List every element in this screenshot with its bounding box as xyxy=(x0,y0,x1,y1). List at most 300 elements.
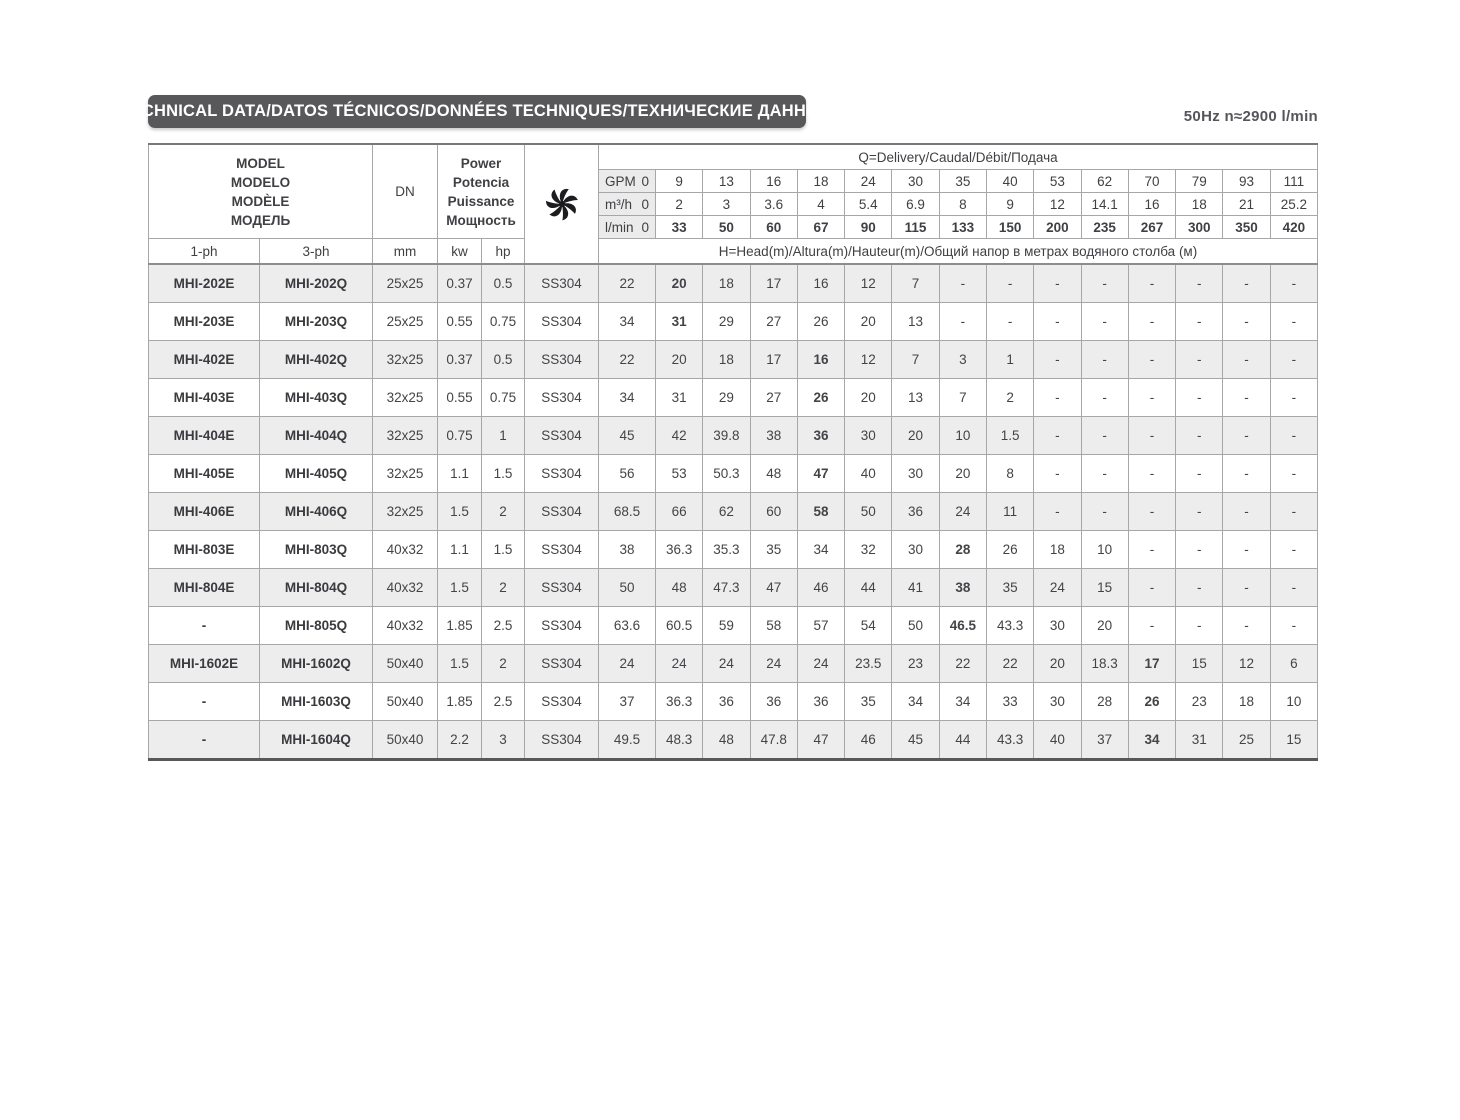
head-value-cell: 20 xyxy=(845,303,892,341)
flow-value-cell: 35 xyxy=(939,170,986,193)
table-row xyxy=(149,569,1318,607)
head-value-cell: 20 xyxy=(1034,645,1081,683)
head-value-cell: 41 xyxy=(892,569,939,607)
head-value-cell: 29 xyxy=(703,379,750,417)
head-value-cell: 18 xyxy=(1223,683,1270,721)
flow-value-cell: 79 xyxy=(1176,170,1223,193)
head-header: H=Head(m)/Altura(m)/Hauteur(m)/Общий напор в метрах водяного столба (м) xyxy=(599,239,1318,265)
head-value-cell: - xyxy=(986,303,1033,341)
head-value-cell: 50 xyxy=(892,607,939,645)
power-hp-cell: 2 xyxy=(482,645,525,683)
head-value-cell: 35.3 xyxy=(703,531,750,569)
dn-cell: 40x32 xyxy=(373,531,438,569)
head-value-cell: 38 xyxy=(939,569,986,607)
table-row xyxy=(149,379,1318,417)
head-value-cell: 47 xyxy=(797,721,844,760)
model-3ph-cell: MHI-805Q xyxy=(260,607,373,645)
head-value-cell: - xyxy=(1081,493,1128,531)
head-value-cell: 46 xyxy=(845,721,892,760)
flow-zero-value: 0 xyxy=(641,196,649,212)
head-value-cell: 18.3 xyxy=(1081,645,1128,683)
head-value-cell: 7 xyxy=(939,379,986,417)
head-value-cell: 36 xyxy=(892,493,939,531)
head-value-cell: 34 xyxy=(1128,721,1175,760)
head-value-cell: 34 xyxy=(892,683,939,721)
power-kw-cell: 1.85 xyxy=(438,607,482,645)
head-value-cell: 20 xyxy=(892,417,939,455)
head-value-cell: - xyxy=(1270,379,1317,417)
head-value-cell: - xyxy=(939,303,986,341)
head-value-cell: 36 xyxy=(750,683,797,721)
head-value-cell: - xyxy=(1176,264,1223,303)
material-cell: SS304 xyxy=(525,531,599,569)
head-value-cell: 6 xyxy=(1270,645,1317,683)
head-value-cell: - xyxy=(1176,493,1223,531)
flow-value-cell: 53 xyxy=(1034,170,1081,193)
head-value-cell: 60 xyxy=(750,493,797,531)
head-value-cell: 7 xyxy=(892,264,939,303)
head-value-cell: 26 xyxy=(1128,683,1175,721)
head-value-cell: 20 xyxy=(845,379,892,417)
material-cell: SS304 xyxy=(525,417,599,455)
head-value-cell: 17 xyxy=(1128,645,1175,683)
head-value-cell: 24 xyxy=(797,645,844,683)
flow-unit-text: l/min xyxy=(605,219,634,235)
head-value-cell: - xyxy=(1128,493,1175,531)
flow-value-cell: 5.4 xyxy=(845,193,892,216)
table-row xyxy=(149,493,1318,531)
model-1ph-cell: MHI-803E xyxy=(149,531,260,569)
head-value-cell: - xyxy=(1270,341,1317,379)
table-row xyxy=(149,607,1318,645)
head-value-cell: - xyxy=(1128,417,1175,455)
material-cell: SS304 xyxy=(525,303,599,341)
flow-value-cell: 3 xyxy=(703,193,750,216)
power-hp-cell: 0.75 xyxy=(482,303,525,341)
power-hp-cell: 0.5 xyxy=(482,264,525,303)
head-value-cell: 7 xyxy=(892,341,939,379)
flow-unit-label xyxy=(599,216,656,239)
head-value-cell: - xyxy=(1034,379,1081,417)
model-3ph-cell: MHI-1602Q xyxy=(260,645,373,683)
head-value-cell: 29 xyxy=(703,303,750,341)
model-header-line: МОДЕЛЬ xyxy=(230,212,291,228)
head-value-cell: 44 xyxy=(845,569,892,607)
head-value-cell: - xyxy=(1270,303,1317,341)
head-value-cell: 17 xyxy=(750,341,797,379)
model-1ph-cell: MHI-404E xyxy=(149,417,260,455)
head-value-cell: - xyxy=(1081,455,1128,493)
dn-cell: 32x25 xyxy=(373,455,438,493)
head-value-cell: - xyxy=(1128,607,1175,645)
head-value-cell: 47.3 xyxy=(703,569,750,607)
model-1ph-cell: - xyxy=(149,683,260,721)
power-kw-cell: 0.55 xyxy=(438,379,482,417)
head-value-cell: 47 xyxy=(797,455,844,493)
power-kw-cell: 1.5 xyxy=(438,493,482,531)
model-header xyxy=(149,144,373,239)
head-value-cell: 28 xyxy=(1081,683,1128,721)
head-value-cell: - xyxy=(1223,455,1270,493)
head-value-cell: 20 xyxy=(656,264,703,303)
flow-unit-label xyxy=(599,170,656,193)
head-value-cell: - xyxy=(1128,303,1175,341)
head-value-cell: 15 xyxy=(1176,645,1223,683)
head-value-cell: 48 xyxy=(656,569,703,607)
table-row xyxy=(149,341,1318,379)
head-value-cell: - xyxy=(1128,264,1175,303)
material-cell: SS304 xyxy=(525,683,599,721)
head-value-cell: 59 xyxy=(703,607,750,645)
head-value-cell: 46 xyxy=(797,569,844,607)
model-1ph-cell: MHI-202E xyxy=(149,264,260,303)
head-value-cell: 33 xyxy=(986,683,1033,721)
head-value-cell: 12 xyxy=(1223,645,1270,683)
model-3ph-cell: MHI-404Q xyxy=(260,417,373,455)
flow-value-cell: 2 xyxy=(656,193,703,216)
head-value-cell: - xyxy=(1176,607,1223,645)
head-value-cell: 54 xyxy=(845,607,892,645)
head-value-cell: 32 xyxy=(845,531,892,569)
head-value-cell: - xyxy=(1223,531,1270,569)
head-value-cell: - xyxy=(1176,455,1223,493)
power-kw-cell: 1.5 xyxy=(438,645,482,683)
head-value-cell: 27 xyxy=(750,303,797,341)
head-value-cell: 45 xyxy=(599,417,656,455)
head-value-cell: 30 xyxy=(892,531,939,569)
material-cell: SS304 xyxy=(525,379,599,417)
dn-cell: 32x25 xyxy=(373,493,438,531)
head-value-cell: 11 xyxy=(986,493,1033,531)
phase-1ph-header: 1-ph xyxy=(149,239,260,265)
head-value-cell: 12 xyxy=(845,341,892,379)
head-value-cell: 13 xyxy=(892,379,939,417)
dn-cell: 25x25 xyxy=(373,303,438,341)
material-cell: SS304 xyxy=(525,645,599,683)
flow-value-cell: 9 xyxy=(986,193,1033,216)
flow-value-cell: 133 xyxy=(939,216,986,239)
head-value-cell: 17 xyxy=(750,264,797,303)
head-value-cell: 39.8 xyxy=(703,417,750,455)
material-cell: SS304 xyxy=(525,341,599,379)
head-value-cell: 3 xyxy=(939,341,986,379)
head-value-cell: 47.8 xyxy=(750,721,797,760)
head-value-cell: 56 xyxy=(599,455,656,493)
head-value-cell: - xyxy=(1270,569,1317,607)
power-hp-cell: 3 xyxy=(482,721,525,760)
head-value-cell: 24 xyxy=(656,645,703,683)
head-value-cell: 60.5 xyxy=(656,607,703,645)
head-value-cell: 30 xyxy=(1034,607,1081,645)
head-value-cell: 10 xyxy=(1270,683,1317,721)
model-1ph-cell: - xyxy=(149,721,260,760)
head-value-cell: 20 xyxy=(939,455,986,493)
head-value-cell: - xyxy=(1128,531,1175,569)
flow-value-cell: 4 xyxy=(797,193,844,216)
head-value-cell: 26 xyxy=(986,531,1033,569)
table-row xyxy=(149,303,1318,341)
head-value-cell: - xyxy=(1128,341,1175,379)
power-hp-cell: 2 xyxy=(482,493,525,531)
head-value-cell: 30 xyxy=(1034,683,1081,721)
dn-cell: 32x25 xyxy=(373,379,438,417)
head-value-cell: - xyxy=(986,264,1033,303)
head-value-cell: 35 xyxy=(845,683,892,721)
model-1ph-cell: MHI-403E xyxy=(149,379,260,417)
head-value-cell: 44 xyxy=(939,721,986,760)
head-value-cell: 50.3 xyxy=(703,455,750,493)
model-3ph-cell: MHI-405Q xyxy=(260,455,373,493)
head-value-cell: 36.3 xyxy=(656,683,703,721)
head-value-cell: 58 xyxy=(797,493,844,531)
model-1ph-cell: MHI-804E xyxy=(149,569,260,607)
head-value-cell: - xyxy=(1223,379,1270,417)
head-value-cell: 36 xyxy=(797,417,844,455)
dn-cell: 50x40 xyxy=(373,683,438,721)
head-value-cell: - xyxy=(1034,303,1081,341)
head-value-cell: - xyxy=(1128,569,1175,607)
flow-unit-text: GPM xyxy=(605,173,636,189)
flow-value-cell: 115 xyxy=(892,216,939,239)
head-value-cell: 37 xyxy=(1081,721,1128,760)
table-row xyxy=(149,417,1318,455)
head-value-cell: 23 xyxy=(892,645,939,683)
power-header-line: Power xyxy=(460,155,502,171)
flow-value-cell: 25.2 xyxy=(1270,193,1317,216)
head-value-cell: - xyxy=(1176,379,1223,417)
head-value-cell: 24 xyxy=(703,645,750,683)
head-value-cell: - xyxy=(1176,341,1223,379)
head-value-cell: - xyxy=(1270,417,1317,455)
dn-cell: 32x25 xyxy=(373,341,438,379)
head-value-cell: 10 xyxy=(939,417,986,455)
model-3ph-cell: MHI-803Q xyxy=(260,531,373,569)
head-value-cell: 12 xyxy=(845,264,892,303)
power-kw-cell: 0.37 xyxy=(438,264,482,303)
flow-value-cell: 18 xyxy=(797,170,844,193)
head-value-cell: 34 xyxy=(599,303,656,341)
flow-value-cell: 3.6 xyxy=(750,193,797,216)
head-value-cell: 42 xyxy=(656,417,703,455)
flow-zero-value: 0 xyxy=(641,173,649,189)
flow-value-cell: 267 xyxy=(1128,216,1175,239)
power-hp-header: hp xyxy=(482,239,525,265)
head-value-cell: 13 xyxy=(892,303,939,341)
head-value-cell: - xyxy=(1176,417,1223,455)
power-hp-cell: 1.5 xyxy=(482,531,525,569)
head-value-cell: 37 xyxy=(599,683,656,721)
material-cell: SS304 xyxy=(525,721,599,760)
power-kw-cell: 2.2 xyxy=(438,721,482,760)
material-cell: SS304 xyxy=(525,455,599,493)
head-value-cell: - xyxy=(1223,607,1270,645)
flow-value-cell: 16 xyxy=(750,170,797,193)
head-value-cell: - xyxy=(1034,341,1081,379)
power-hp-cell: 0.75 xyxy=(482,379,525,417)
material-header xyxy=(525,144,599,264)
head-value-cell: 25 xyxy=(1223,721,1270,760)
power-hp-cell: 2 xyxy=(482,569,525,607)
delivery-header: Q=Delivery/Caudal/Débit/Подача xyxy=(599,144,1318,170)
flow-value-cell: 70 xyxy=(1128,170,1175,193)
power-header-line: Мощность xyxy=(446,212,516,228)
power-header xyxy=(438,144,525,239)
head-value-cell: 35 xyxy=(986,569,1033,607)
model-1ph-cell: MHI-406E xyxy=(149,493,260,531)
dn-cell: 40x32 xyxy=(373,569,438,607)
power-kw-cell: 0.55 xyxy=(438,303,482,341)
model-1ph-cell: MHI-203E xyxy=(149,303,260,341)
head-value-cell: 1 xyxy=(986,341,1033,379)
head-value-cell: 22 xyxy=(986,645,1033,683)
head-value-cell: 48.3 xyxy=(656,721,703,760)
head-value-cell: - xyxy=(1223,493,1270,531)
power-kw-header: kw xyxy=(438,239,482,265)
power-kw-cell: 0.75 xyxy=(438,417,482,455)
table-row xyxy=(149,455,1318,493)
head-value-cell: 24 xyxy=(599,645,656,683)
model-1ph-cell: MHI-402E xyxy=(149,341,260,379)
head-value-cell: 36.3 xyxy=(656,531,703,569)
head-value-cell: 30 xyxy=(892,455,939,493)
head-value-cell: 8 xyxy=(986,455,1033,493)
head-value-cell: 26 xyxy=(797,303,844,341)
head-value-cell: 16 xyxy=(797,341,844,379)
head-value-cell: 45 xyxy=(892,721,939,760)
flow-unit-label xyxy=(599,193,656,216)
flow-value-cell: 60 xyxy=(750,216,797,239)
head-value-cell: - xyxy=(1270,264,1317,303)
head-value-cell: 10 xyxy=(1081,531,1128,569)
flow-value-cell: 24 xyxy=(845,170,892,193)
model-3ph-cell: MHI-202Q xyxy=(260,264,373,303)
power-kw-cell: 1.85 xyxy=(438,683,482,721)
head-value-cell: - xyxy=(1223,569,1270,607)
power-kw-cell: 1.5 xyxy=(438,569,482,607)
flow-value-cell: 67 xyxy=(797,216,844,239)
head-value-cell: 48 xyxy=(703,721,750,760)
head-value-cell: 20 xyxy=(656,341,703,379)
head-value-cell: 34 xyxy=(797,531,844,569)
impeller-icon xyxy=(543,185,581,223)
head-value-cell: 22 xyxy=(599,341,656,379)
head-value-cell: 40 xyxy=(1034,721,1081,760)
head-value-cell: - xyxy=(1223,264,1270,303)
head-value-cell: - xyxy=(1034,455,1081,493)
head-value-cell: 18 xyxy=(1034,531,1081,569)
head-value-cell: - xyxy=(1176,569,1223,607)
head-value-cell: 58 xyxy=(750,607,797,645)
head-value-cell: 27 xyxy=(750,379,797,417)
material-cell: SS304 xyxy=(525,569,599,607)
model-3ph-cell: MHI-406Q xyxy=(260,493,373,531)
head-value-cell: 15 xyxy=(1270,721,1317,760)
flow-value-cell: 12 xyxy=(1034,193,1081,216)
section-title-bar xyxy=(120,95,834,128)
head-value-cell: - xyxy=(1128,455,1175,493)
model-3ph-cell: MHI-203Q xyxy=(260,303,373,341)
head-value-cell: 40 xyxy=(845,455,892,493)
table-row xyxy=(149,645,1318,683)
head-value-cell: 22 xyxy=(939,645,986,683)
head-value-cell: 68.5 xyxy=(599,493,656,531)
flow-value-cell: 111 xyxy=(1270,170,1317,193)
head-value-cell: 38 xyxy=(750,417,797,455)
head-value-cell: 30 xyxy=(845,417,892,455)
model-3ph-cell: MHI-804Q xyxy=(260,569,373,607)
head-value-cell: 15 xyxy=(1081,569,1128,607)
flow-value-cell: 30 xyxy=(892,170,939,193)
head-value-cell: 36 xyxy=(797,683,844,721)
model-3ph-cell: MHI-1604Q xyxy=(260,721,373,760)
head-value-cell: 47 xyxy=(750,569,797,607)
flow-value-cell: 40 xyxy=(986,170,1033,193)
table-row xyxy=(149,683,1318,721)
flow-value-cell: 62 xyxy=(1081,170,1128,193)
model-header-line: MODÈLE xyxy=(231,193,290,209)
flow-value-cell: 6.9 xyxy=(892,193,939,216)
head-value-cell: 31 xyxy=(1176,721,1223,760)
head-value-cell: 24 xyxy=(939,493,986,531)
power-hp-cell: 1 xyxy=(482,417,525,455)
head-value-cell: 23 xyxy=(1176,683,1223,721)
head-value-cell: - xyxy=(1223,303,1270,341)
head-value-cell: - xyxy=(1223,341,1270,379)
flow-value-cell: 14.1 xyxy=(1081,193,1128,216)
head-value-cell: 66 xyxy=(656,493,703,531)
model-3ph-cell: MHI-402Q xyxy=(260,341,373,379)
head-value-cell: - xyxy=(1081,417,1128,455)
dn-cell: 40x32 xyxy=(373,607,438,645)
head-value-cell: - xyxy=(1128,379,1175,417)
model-1ph-cell: MHI-405E xyxy=(149,455,260,493)
head-value-cell: 50 xyxy=(845,493,892,531)
flow-value-cell: 50 xyxy=(703,216,750,239)
head-value-cell: - xyxy=(1081,379,1128,417)
head-value-cell: - xyxy=(1176,531,1223,569)
dn-cell: 25x25 xyxy=(373,264,438,303)
head-value-cell: 53 xyxy=(656,455,703,493)
table-row xyxy=(149,531,1318,569)
head-value-cell: 2 xyxy=(986,379,1033,417)
model-3ph-cell: MHI-403Q xyxy=(260,379,373,417)
material-cell: SS304 xyxy=(525,493,599,531)
head-value-cell: 26 xyxy=(797,379,844,417)
power-header-line: Puissance xyxy=(447,193,515,209)
head-value-cell: 23.5 xyxy=(845,645,892,683)
phase-3ph-header: 3-ph xyxy=(260,239,373,265)
dn-unit-header: mm xyxy=(373,239,438,265)
flow-zero-value: 0 xyxy=(641,219,649,235)
head-value-cell: 49.5 xyxy=(599,721,656,760)
head-value-cell: - xyxy=(1081,341,1128,379)
head-value-cell: 28 xyxy=(939,531,986,569)
model-header-line: MODEL xyxy=(236,155,285,171)
power-header-line: Potencia xyxy=(452,174,510,190)
head-value-cell: 18 xyxy=(703,341,750,379)
head-value-cell: - xyxy=(1176,303,1223,341)
head-value-cell: 62 xyxy=(703,493,750,531)
material-cell: SS304 xyxy=(525,264,599,303)
head-value-cell: 1.5 xyxy=(986,417,1033,455)
head-value-cell: - xyxy=(1034,417,1081,455)
head-value-cell: 35 xyxy=(750,531,797,569)
power-hp-cell: 2.5 xyxy=(482,683,525,721)
flow-value-cell: 8 xyxy=(939,193,986,216)
head-value-cell: 57 xyxy=(797,607,844,645)
dn-cell: 50x40 xyxy=(373,645,438,683)
head-value-cell: 24 xyxy=(1034,569,1081,607)
